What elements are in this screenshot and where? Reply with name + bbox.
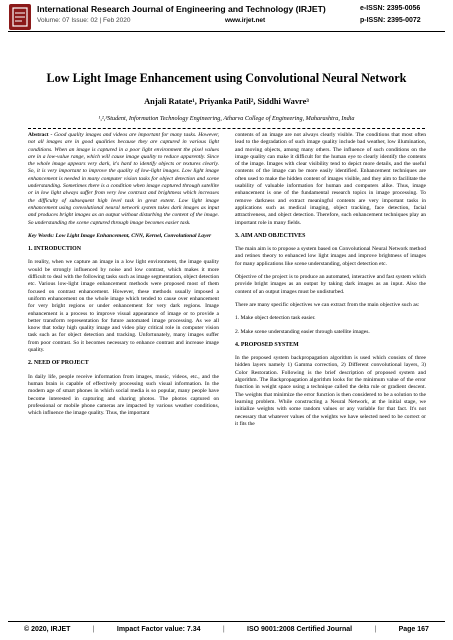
irjet-logo-icon	[11, 6, 29, 28]
footer-impact: Impact Factor value: 7.34	[116, 626, 201, 633]
aim-text-1: The main aim is to propose a system based on Convolutional Neural Network method and retinex theory to enhanced low light images and improve brightness of images for many applications like scene understanding, object detection etc.	[235, 246, 426, 267]
footer-separator: |	[92, 626, 95, 633]
need-continued-text: contents of an image are not always clearly visible. The conditions that most often lead to the degradation of such image quality include bad weather, low illumination, and moving objects, among many others. The influence of such conditions on the image quality can make it difficult for the human eye to clearly identify the contents of the image. Images with clear visibility tend to depict more details, and the useful contents of the image can be more easily identified. Enhancement techniques are often used to make the hidden content of images visible, and they aim to facilitate the usability of valuable information for human and computers alike. Thus, image enhancement is one of the fundamental research topics in image processing. To remove darkness and extract meaningful contents are very important tasks in applications such as medical imaging, object tracking, face detection, facial attractiveness, and object detection. Therefore, such enhancement techniques play an important role in many fields.	[235, 132, 426, 226]
need-text: In daily life, people receive information from images, music, videos, etc., and the human brain is capable of effectively processing such visual information. In the modern age of smart phones in which social media is so popular, many people have become interested in capturing and sharing photos. The photos captured on professional or mobile phone cameras are impacted by various weather conditions, which influence the image quality. Thus, the important	[28, 373, 219, 417]
footer-iso: ISO 9001:2008 Certified Journal	[247, 626, 353, 633]
irjet-logo	[9, 4, 31, 30]
p-issn: p-ISSN: 2395-0072	[360, 17, 421, 24]
journal-volume: Volume: 07 Issue: 02 | Feb 2020	[37, 17, 131, 24]
aim-item-2: 2. Make scene understanding easier through satellite images.	[235, 328, 370, 335]
keywords: Key Words: Low Light Image Enhancement, CNN, Kernel, Convolutional Layer	[28, 232, 212, 239]
footer-divider	[8, 621, 445, 622]
aim-text-3: There are many specific objectives we can extract from the main objective such as:	[235, 301, 420, 308]
footer-copyright: © 2020, IRJET	[24, 626, 71, 633]
section-heading-introduction: 1. INTRODUCTION	[28, 246, 82, 253]
e-issn: e-ISSN: 2395-0056	[360, 5, 421, 12]
abstract-label: Abstract -	[28, 132, 55, 138]
abstract	[28, 132, 219, 227]
footer-page: Page 167	[398, 626, 429, 633]
page-footer	[24, 626, 429, 633]
paper-affiliation: ¹,²,³Student, Information Technology Engineering, Atharva College of Engineering, Maharashtra, India	[98, 115, 355, 122]
footer-separator: |	[374, 626, 377, 633]
journal-header	[0, 0, 453, 38]
footer-separator: |	[222, 626, 225, 633]
aim-text-2: Objective of the project is to produce an automated, interactive and fast system which provide bright images as an output by taking dark images as an input. Also the content of an output images must be undisturbed.	[235, 274, 426, 295]
abstract-text: Good quality images and videos are important for many tasks. However, not all images are in good qualities because they are captured in various light conditions. When an image is captured in a poor light environment the pixel values are in a low-value range, which will cause image quality to reduce apparently. Since the whole image appears very dark, it's hard to identify objects or textures clearly. So, it is very important to improve the quality of low-light images. Low light image enhancement is needed in many computer vision tasks for object detection and scene understanding. Sometimes there is a condition when image captured through satellite or in low light always suffer from very low contrast and brightness which increases the difficulty of subsequent high level task in great extent. Low light image enhancement using convolutional neural network system takes dark images as input and produces bright images as an output without disturbing the content of the image. So understanding the scene captured through image becomes easier task.	[28, 132, 220, 226]
section-heading-need: 2. NEED OF PROJECT	[28, 360, 89, 367]
journal-website[interactable]: www.irjet.net	[225, 17, 266, 24]
journal-name: International Research Journal of Engineering and Technology (IRJET)	[37, 4, 326, 14]
header-divider	[8, 31, 445, 32]
introduction-text: In reality, when we capture an image in a low light environment, the image quality would be strongly influenced by noise and low contrast, which makes it more difficult to deal with the following tasks such as image segmentation, object detection etc. Various low-light image enhancement methods were proposed most of them focused on contrast enhancement. However, these methods usually imposed a uniform enhancement on the whole image which tended to cause over enhancement for very bright regions or under enhancement for very dark regions. Image enhancement is a process to improve visual appearance of image or to provide a better transform representation for future automated image processing. As we all know that today high quality image and video play critical role in computer vision task such as for object detection and tracking. Unfortunately, many images suffer from poor contrast. So it becomes necessary to enhance contrast and increase image quality.	[28, 259, 219, 354]
paper-title: Low Light Image Enhancement using Convolutional Neural Network	[46, 71, 407, 85]
left-column	[28, 132, 219, 423]
paper-authors: Anjali Ratate¹, Priyanka Patil², Siddhi Wavre³	[144, 97, 309, 106]
right-column	[235, 132, 426, 434]
section-heading-proposed: 4. PROPOSED SYSTEM	[235, 341, 299, 348]
affiliation-divider	[28, 128, 425, 129]
section-heading-aim: 3. AIM AND OBJECTIVES	[235, 232, 306, 239]
aim-item-1: 1. Make object detection task easier.	[235, 315, 316, 322]
proposed-text: In the proposed system backpropagation algorithm is used which consists of three hidden layers namely 1) Gamma correction, 2) Different convolutional layers, 3) Color Restoration. Following is the brief description of proposed system and algorithm. The Backpropagation algorithm looks for the minimum value of the error function in weight space using a technique called the delta rule or gradient descent. The weights that minimize the error function is then considered to be a solution to the learning problem. While constructing a Neural Network, at the initial stage, we initialize weights with some random values or any variable for that fact. It's not necessary that whatever values of the weights we have selected need to be correct or it fits the	[235, 355, 426, 427]
